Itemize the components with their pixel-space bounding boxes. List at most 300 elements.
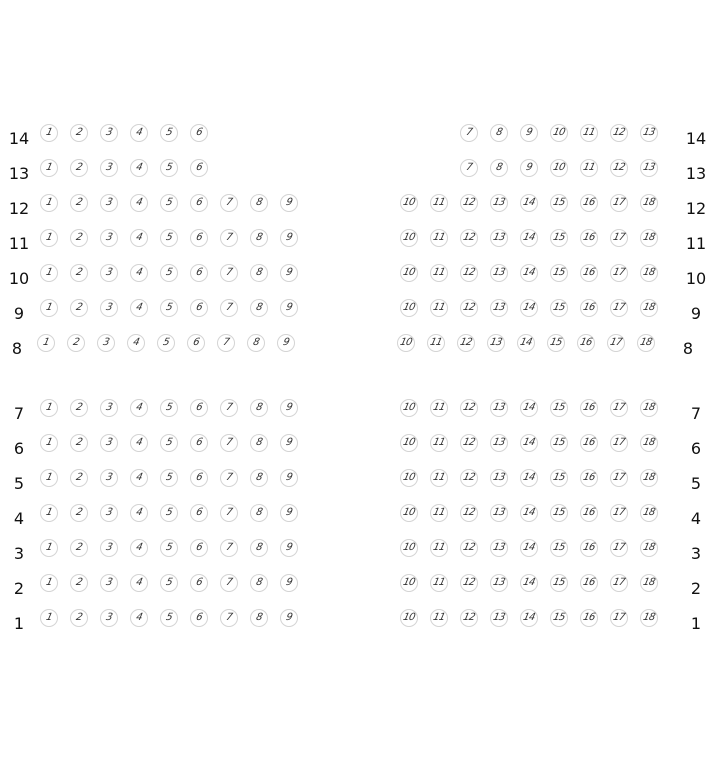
seat[interactable] bbox=[460, 159, 478, 177]
seat[interactable] bbox=[610, 124, 628, 142]
seat[interactable] bbox=[457, 334, 475, 352]
seat[interactable] bbox=[520, 609, 538, 627]
seat[interactable] bbox=[280, 434, 298, 452]
seat[interactable] bbox=[127, 334, 145, 352]
seat[interactable] bbox=[550, 539, 568, 557]
seat[interactable] bbox=[460, 504, 478, 522]
seat[interactable] bbox=[250, 229, 268, 247]
seat-number: 8 bbox=[494, 127, 504, 138]
seat[interactable] bbox=[550, 159, 568, 177]
seat[interactable] bbox=[430, 574, 448, 592]
seat[interactable] bbox=[190, 229, 208, 247]
seat-number: 13 bbox=[492, 472, 507, 483]
seat[interactable] bbox=[280, 574, 298, 592]
seat-number: 9 bbox=[284, 437, 294, 448]
seat[interactable] bbox=[160, 264, 178, 282]
seat[interactable] bbox=[70, 299, 88, 317]
seat[interactable] bbox=[640, 434, 658, 452]
seat[interactable] bbox=[550, 124, 568, 142]
seat[interactable] bbox=[580, 469, 598, 487]
seat[interactable] bbox=[490, 609, 508, 627]
seat[interactable] bbox=[190, 399, 208, 417]
seat[interactable] bbox=[580, 159, 598, 177]
seat[interactable] bbox=[490, 574, 508, 592]
seat[interactable] bbox=[490, 299, 508, 317]
seat-number: 5 bbox=[161, 337, 171, 348]
seat[interactable] bbox=[610, 609, 628, 627]
seat[interactable] bbox=[70, 539, 88, 557]
seat[interactable] bbox=[520, 229, 538, 247]
seat[interactable] bbox=[160, 229, 178, 247]
seat[interactable] bbox=[577, 334, 595, 352]
row-label-right: 4 bbox=[690, 509, 702, 528]
seat[interactable] bbox=[160, 399, 178, 417]
seat[interactable] bbox=[490, 124, 508, 142]
seat-number: 4 bbox=[134, 127, 144, 138]
seat[interactable] bbox=[130, 229, 148, 247]
seat-number: 2 bbox=[74, 197, 84, 208]
seat[interactable] bbox=[220, 299, 238, 317]
seat[interactable] bbox=[430, 434, 448, 452]
seat[interactable] bbox=[100, 229, 118, 247]
seat[interactable] bbox=[610, 574, 628, 592]
seat-number: 1 bbox=[44, 127, 54, 138]
seat[interactable] bbox=[550, 504, 568, 522]
seat[interactable] bbox=[190, 264, 208, 282]
seat-number: 2 bbox=[74, 232, 84, 243]
seat[interactable] bbox=[130, 264, 148, 282]
seat[interactable] bbox=[400, 264, 418, 282]
seat[interactable] bbox=[100, 434, 118, 452]
seat[interactable] bbox=[460, 399, 478, 417]
seat[interactable] bbox=[640, 609, 658, 627]
seat-number: 11 bbox=[432, 437, 447, 448]
seat[interactable] bbox=[640, 159, 658, 177]
row-label-left: 1 bbox=[13, 614, 25, 633]
seat[interactable] bbox=[160, 124, 178, 142]
seat[interactable] bbox=[580, 124, 598, 142]
seat[interactable] bbox=[640, 504, 658, 522]
seat[interactable] bbox=[70, 574, 88, 592]
seat-number: 10 bbox=[552, 127, 567, 138]
seat[interactable] bbox=[130, 399, 148, 417]
seat[interactable] bbox=[250, 434, 268, 452]
seat[interactable] bbox=[550, 299, 568, 317]
seat[interactable] bbox=[637, 334, 655, 352]
seat[interactable] bbox=[400, 194, 418, 212]
seat[interactable] bbox=[520, 299, 538, 317]
row-label-left: 11 bbox=[8, 234, 30, 253]
seat[interactable] bbox=[280, 194, 298, 212]
seat[interactable] bbox=[610, 264, 628, 282]
seat[interactable] bbox=[520, 264, 538, 282]
seat[interactable] bbox=[37, 334, 55, 352]
seat[interactable] bbox=[487, 334, 505, 352]
seat[interactable] bbox=[100, 124, 118, 142]
seat[interactable] bbox=[130, 504, 148, 522]
seat[interactable] bbox=[40, 229, 58, 247]
seat[interactable] bbox=[250, 469, 268, 487]
seat[interactable] bbox=[130, 124, 148, 142]
seat[interactable] bbox=[460, 574, 478, 592]
seat-number: 7 bbox=[224, 267, 234, 278]
seat[interactable] bbox=[580, 434, 598, 452]
seat[interactable] bbox=[400, 229, 418, 247]
seat[interactable] bbox=[130, 299, 148, 317]
seat[interactable] bbox=[250, 539, 268, 557]
seat[interactable] bbox=[580, 539, 598, 557]
seat[interactable] bbox=[40, 504, 58, 522]
seat[interactable] bbox=[580, 229, 598, 247]
seat[interactable] bbox=[490, 504, 508, 522]
seat[interactable] bbox=[250, 504, 268, 522]
seat[interactable] bbox=[40, 574, 58, 592]
seat[interactable] bbox=[250, 264, 268, 282]
seat[interactable] bbox=[220, 539, 238, 557]
seat[interactable] bbox=[40, 434, 58, 452]
seat-number: 17 bbox=[609, 337, 624, 348]
seat-number: 13 bbox=[489, 337, 504, 348]
row-label-left: 4 bbox=[13, 509, 25, 528]
row-label-right: 13 bbox=[685, 164, 707, 183]
seat[interactable] bbox=[610, 434, 628, 452]
seat[interactable] bbox=[220, 469, 238, 487]
seat[interactable] bbox=[430, 399, 448, 417]
seat[interactable] bbox=[520, 539, 538, 557]
seat[interactable] bbox=[130, 469, 148, 487]
seat-number: 10 bbox=[402, 507, 417, 518]
seat[interactable] bbox=[190, 504, 208, 522]
seat[interactable] bbox=[280, 264, 298, 282]
seat[interactable] bbox=[220, 434, 238, 452]
seat-number: 12 bbox=[462, 197, 477, 208]
seat[interactable] bbox=[400, 299, 418, 317]
seat[interactable] bbox=[70, 264, 88, 282]
seat[interactable] bbox=[550, 264, 568, 282]
seat-number: 15 bbox=[549, 337, 564, 348]
seat-number: 8 bbox=[254, 402, 264, 413]
seat[interactable] bbox=[430, 229, 448, 247]
seat[interactable] bbox=[220, 574, 238, 592]
seat[interactable] bbox=[190, 159, 208, 177]
seat[interactable] bbox=[190, 609, 208, 627]
seat[interactable] bbox=[547, 334, 565, 352]
seat[interactable] bbox=[160, 194, 178, 212]
seat[interactable] bbox=[490, 539, 508, 557]
seat-number: 12 bbox=[462, 402, 477, 413]
seat[interactable] bbox=[280, 469, 298, 487]
seat[interactable] bbox=[520, 504, 538, 522]
row-label-left: 9 bbox=[13, 304, 25, 323]
seat[interactable] bbox=[640, 469, 658, 487]
seat[interactable] bbox=[190, 469, 208, 487]
seat[interactable] bbox=[67, 334, 85, 352]
row-label-left: 3 bbox=[13, 544, 25, 563]
seat[interactable] bbox=[490, 159, 508, 177]
seat[interactable] bbox=[280, 299, 298, 317]
seat[interactable] bbox=[277, 334, 295, 352]
seat[interactable] bbox=[400, 609, 418, 627]
seat[interactable] bbox=[220, 264, 238, 282]
seat[interactable] bbox=[40, 399, 58, 417]
seat[interactable] bbox=[490, 399, 508, 417]
seat-number: 18 bbox=[642, 472, 657, 483]
seat[interactable] bbox=[220, 504, 238, 522]
seat[interactable] bbox=[550, 434, 568, 452]
seat[interactable] bbox=[580, 504, 598, 522]
seat[interactable] bbox=[130, 609, 148, 627]
seat[interactable] bbox=[397, 334, 415, 352]
seat[interactable] bbox=[280, 504, 298, 522]
seat[interactable] bbox=[640, 229, 658, 247]
seat[interactable] bbox=[220, 399, 238, 417]
seat[interactable] bbox=[280, 539, 298, 557]
seat[interactable] bbox=[100, 264, 118, 282]
seat[interactable] bbox=[460, 609, 478, 627]
seat[interactable] bbox=[427, 334, 445, 352]
seat-number: 13 bbox=[492, 542, 507, 553]
seat[interactable] bbox=[550, 469, 568, 487]
seat[interactable] bbox=[400, 434, 418, 452]
seat-number: 1 bbox=[44, 437, 54, 448]
seat[interactable] bbox=[610, 504, 628, 522]
seat-number: 18 bbox=[642, 302, 657, 313]
seat-number: 4 bbox=[134, 472, 144, 483]
seat[interactable] bbox=[160, 539, 178, 557]
seat[interactable] bbox=[187, 334, 205, 352]
seat[interactable] bbox=[460, 539, 478, 557]
seat[interactable] bbox=[97, 334, 115, 352]
seat[interactable] bbox=[250, 574, 268, 592]
seat-number: 4 bbox=[134, 612, 144, 623]
seat-number: 17 bbox=[612, 267, 627, 278]
seat[interactable] bbox=[280, 229, 298, 247]
seat[interactable] bbox=[70, 159, 88, 177]
seat[interactable] bbox=[640, 264, 658, 282]
seat[interactable] bbox=[490, 469, 508, 487]
seat[interactable] bbox=[610, 299, 628, 317]
seat[interactable] bbox=[580, 194, 598, 212]
seat[interactable] bbox=[610, 194, 628, 212]
seat[interactable] bbox=[460, 264, 478, 282]
seat[interactable] bbox=[430, 299, 448, 317]
seat[interactable] bbox=[460, 194, 478, 212]
seat[interactable] bbox=[160, 609, 178, 627]
seat-number: 7 bbox=[464, 162, 474, 173]
seat[interactable] bbox=[520, 124, 538, 142]
seat[interactable] bbox=[190, 539, 208, 557]
seat[interactable] bbox=[190, 299, 208, 317]
seat[interactable] bbox=[610, 229, 628, 247]
seat-number: 1 bbox=[44, 507, 54, 518]
seat[interactable] bbox=[517, 334, 535, 352]
seat[interactable] bbox=[100, 159, 118, 177]
seat-number: 9 bbox=[284, 302, 294, 313]
seat[interactable] bbox=[100, 299, 118, 317]
seat[interactable] bbox=[430, 264, 448, 282]
seat[interactable] bbox=[640, 539, 658, 557]
seat[interactable] bbox=[280, 399, 298, 417]
seat[interactable] bbox=[40, 609, 58, 627]
seat[interactable] bbox=[70, 469, 88, 487]
seat[interactable] bbox=[40, 469, 58, 487]
seat[interactable] bbox=[430, 504, 448, 522]
seat[interactable] bbox=[160, 159, 178, 177]
seat[interactable] bbox=[400, 574, 418, 592]
seat[interactable] bbox=[250, 609, 268, 627]
seat[interactable] bbox=[640, 194, 658, 212]
seat[interactable] bbox=[160, 434, 178, 452]
seat-number: 16 bbox=[582, 197, 597, 208]
seat[interactable] bbox=[70, 399, 88, 417]
seat[interactable] bbox=[100, 574, 118, 592]
seat-number: 6 bbox=[194, 402, 204, 413]
seat-number: 16 bbox=[582, 437, 597, 448]
seat[interactable] bbox=[70, 229, 88, 247]
seat[interactable] bbox=[640, 399, 658, 417]
seat[interactable] bbox=[100, 539, 118, 557]
seat[interactable] bbox=[580, 574, 598, 592]
seat[interactable] bbox=[100, 609, 118, 627]
seat[interactable] bbox=[400, 399, 418, 417]
seat[interactable] bbox=[130, 194, 148, 212]
seat[interactable] bbox=[490, 229, 508, 247]
seat[interactable] bbox=[580, 609, 598, 627]
seat[interactable] bbox=[430, 469, 448, 487]
seat[interactable] bbox=[157, 334, 175, 352]
seat[interactable] bbox=[220, 229, 238, 247]
seat[interactable] bbox=[490, 264, 508, 282]
seat[interactable] bbox=[610, 399, 628, 417]
seat[interactable] bbox=[430, 539, 448, 557]
seat[interactable] bbox=[580, 399, 598, 417]
seat[interactable] bbox=[400, 504, 418, 522]
seat[interactable] bbox=[520, 469, 538, 487]
seat[interactable] bbox=[580, 299, 598, 317]
seat[interactable] bbox=[100, 469, 118, 487]
seat-number: 8 bbox=[494, 162, 504, 173]
seat[interactable] bbox=[70, 194, 88, 212]
seat[interactable] bbox=[130, 434, 148, 452]
seat-number: 16 bbox=[582, 507, 597, 518]
seat[interactable] bbox=[520, 434, 538, 452]
seat-number: 18 bbox=[642, 437, 657, 448]
seat[interactable] bbox=[220, 194, 238, 212]
seat[interactable] bbox=[640, 124, 658, 142]
seat[interactable] bbox=[520, 159, 538, 177]
seat[interactable] bbox=[610, 539, 628, 557]
seat-number: 14 bbox=[522, 197, 537, 208]
seat-number: 4 bbox=[134, 302, 144, 313]
seat[interactable] bbox=[430, 609, 448, 627]
seat[interactable] bbox=[520, 399, 538, 417]
seat-number: 3 bbox=[104, 197, 114, 208]
seat[interactable] bbox=[550, 609, 568, 627]
seat[interactable] bbox=[550, 399, 568, 417]
seat[interactable] bbox=[520, 194, 538, 212]
seat[interactable] bbox=[460, 434, 478, 452]
seat[interactable] bbox=[190, 574, 208, 592]
seat[interactable] bbox=[217, 334, 235, 352]
seat[interactable] bbox=[460, 469, 478, 487]
seat[interactable] bbox=[520, 574, 538, 592]
seat[interactable] bbox=[400, 469, 418, 487]
seat[interactable] bbox=[490, 434, 508, 452]
seat[interactable] bbox=[247, 334, 265, 352]
seat[interactable] bbox=[40, 299, 58, 317]
seat[interactable] bbox=[190, 194, 208, 212]
seat[interactable] bbox=[550, 229, 568, 247]
seat[interactable] bbox=[400, 539, 418, 557]
seat[interactable] bbox=[190, 434, 208, 452]
seat[interactable] bbox=[640, 574, 658, 592]
seat[interactable] bbox=[40, 264, 58, 282]
seat[interactable] bbox=[460, 299, 478, 317]
seat-number: 5 bbox=[164, 472, 174, 483]
seat[interactable] bbox=[460, 124, 478, 142]
seat[interactable] bbox=[40, 194, 58, 212]
row-label-left: 14 bbox=[8, 129, 30, 148]
seat[interactable] bbox=[490, 194, 508, 212]
seat-number: 18 bbox=[642, 267, 657, 278]
seat[interactable] bbox=[130, 539, 148, 557]
seat[interactable] bbox=[70, 504, 88, 522]
seat-number: 2 bbox=[74, 542, 84, 553]
seat[interactable] bbox=[100, 504, 118, 522]
seat[interactable] bbox=[160, 574, 178, 592]
seat[interactable] bbox=[550, 574, 568, 592]
row-label-right: 2 bbox=[690, 579, 702, 598]
seat[interactable] bbox=[100, 194, 118, 212]
seat[interactable] bbox=[70, 434, 88, 452]
seat-number: 12 bbox=[462, 232, 477, 243]
seat[interactable] bbox=[550, 194, 568, 212]
seat-number: 4 bbox=[134, 232, 144, 243]
seat[interactable] bbox=[40, 539, 58, 557]
seat-number: 7 bbox=[224, 197, 234, 208]
seat-number: 9 bbox=[284, 577, 294, 588]
seat[interactable] bbox=[580, 264, 598, 282]
seat[interactable] bbox=[250, 194, 268, 212]
seat[interactable] bbox=[130, 574, 148, 592]
seat[interactable] bbox=[280, 609, 298, 627]
seat[interactable] bbox=[220, 609, 238, 627]
seat[interactable] bbox=[160, 469, 178, 487]
seat-number: 1 bbox=[44, 612, 54, 623]
seat[interactable] bbox=[130, 159, 148, 177]
seat[interactable] bbox=[40, 124, 58, 142]
seat[interactable] bbox=[250, 299, 268, 317]
seat[interactable] bbox=[160, 504, 178, 522]
seat[interactable] bbox=[250, 399, 268, 417]
seat-number: 3 bbox=[104, 232, 114, 243]
seat[interactable] bbox=[100, 399, 118, 417]
seat[interactable] bbox=[610, 469, 628, 487]
seat[interactable] bbox=[160, 299, 178, 317]
seat[interactable] bbox=[40, 159, 58, 177]
seat[interactable] bbox=[430, 194, 448, 212]
seat[interactable] bbox=[640, 299, 658, 317]
seat-number: 6 bbox=[194, 472, 204, 483]
seat-number: 9 bbox=[281, 337, 291, 348]
seat[interactable] bbox=[610, 159, 628, 177]
seat[interactable] bbox=[70, 609, 88, 627]
seat[interactable] bbox=[70, 124, 88, 142]
seat[interactable] bbox=[460, 229, 478, 247]
seat[interactable] bbox=[607, 334, 625, 352]
seat-number: 10 bbox=[402, 577, 417, 588]
seat[interactable] bbox=[190, 124, 208, 142]
